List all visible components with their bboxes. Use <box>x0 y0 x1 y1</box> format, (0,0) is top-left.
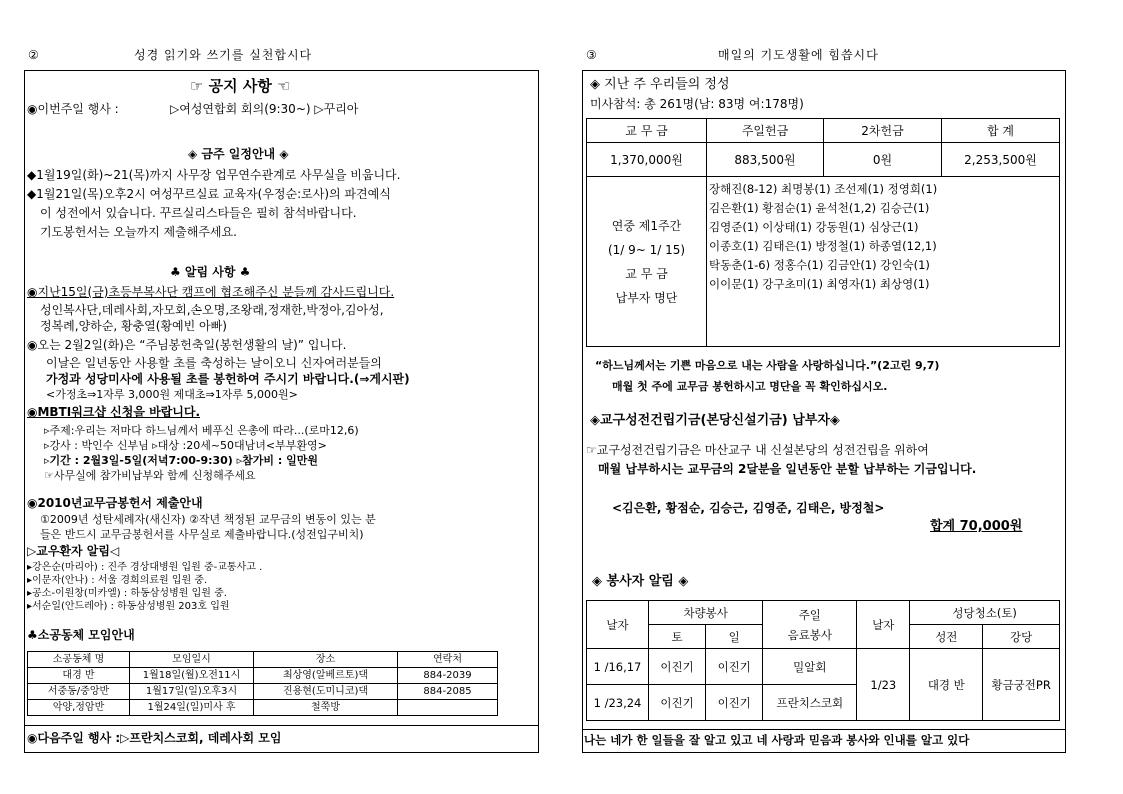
community-cell: 악양,정암반 <box>28 700 130 716</box>
schedule-line: 기도봉헌서는 오늘까지 제출해주세요. <box>40 225 237 239</box>
patient-item: ▸공소-이원창(미카엘) : 하동삼성병원 입원 중. <box>27 588 227 599</box>
schedule-line: ◆1월21일(목)오후2시 여성꾸르실료 교육자(우정순:로사)의 파견예식 <box>27 187 391 201</box>
quote: “하느님께서는 기쁜 마음으로 내는 사람을 사랑하십니다.”(2고린 9,7) <box>595 359 940 372</box>
vol-header: 강당 <box>983 625 1060 649</box>
offering-value: 883,500원 <box>707 143 824 177</box>
payers-list-line: 김영준(1) 이상태(1) 강동원(1) 심상근(1) <box>709 220 919 234</box>
offering-value: 0원 <box>824 143 942 177</box>
vol-cell: 밀알회 <box>763 649 857 685</box>
vol-header: 성당청소(토) <box>910 601 1060 625</box>
payers-label: 교 무 금 <box>625 266 668 281</box>
divider <box>24 725 539 726</box>
volunteer-table <box>586 600 1060 721</box>
mbti-text: ▹주제:우리는 저마다 하느님께서 베푸신 은총에 따라...(로마12,6) <box>44 424 359 437</box>
community-cell: 철쭉방 <box>254 700 398 716</box>
right-page-number: ③ <box>586 48 597 62</box>
schedule-line: ◆1월19일(화)~21(목)까지 사무장 업무연수관계로 사무실을 비웁니다. <box>27 168 401 182</box>
left-header: 성경 읽기와 쓰기를 실천합시다 <box>134 48 313 62</box>
vol-header: 토 <box>649 625 706 649</box>
vol-header: 일 <box>706 625 763 649</box>
offering-value: 2,253,500원 <box>942 143 1060 177</box>
payers-list-line: 장해진(8-12) 최명봉(1) 조선제(1) 정영희(1) <box>709 182 938 196</box>
candle-text: 이날은 일년동안 사용할 초를 축성하는 날이오니 신자여러분들의 <box>46 356 382 370</box>
vol-cell: 이진기 <box>706 649 763 685</box>
fund-description: 매월 납부하시는 교무금의 2달분을 일년동안 분할 납부하는 기금입니다. <box>598 462 977 476</box>
this-week-events: ▷여성연합회 회의(9:30~) ▷꾸리아 <box>170 102 359 116</box>
table-row <box>28 668 498 684</box>
devotion-title: ◈ 지난 주 우리들의 정성 <box>590 77 730 92</box>
community-header: 모임일시 <box>130 652 254 668</box>
quote-reminder: 매월 첫 주에 교무금 봉헌하시고 명단을 꼭 확인하십시오. <box>612 380 888 393</box>
community-cell: 884-2039 <box>398 668 498 684</box>
next-week-events: ◉다음주일 행사 :▷프란치스코회, 데레사회 모임 <box>27 731 282 745</box>
vol-cell: 이진기 <box>649 649 706 685</box>
community-cell <box>398 700 498 716</box>
mass-attendance: 미사참석: 총 261명(남: 83명 여:178명) <box>590 97 804 111</box>
vol-header: 주일 <box>798 607 821 622</box>
payers-list-line: 이종호(1) 김태은(1) 방정철(1) 하종열(12,1) <box>709 239 937 253</box>
vol-cell: 대경 반 <box>910 649 983 721</box>
mbti-text: ▹기간 : 2월3일-5일(저녁7:00-9:30) ▹참가비 : 일만원 <box>44 454 318 467</box>
community-cell: 대경 반 <box>28 668 130 684</box>
candle-line: ◉오는 2월2일(화)은 “주님봉헌축일(봉헌생활의 날)” 입니다. <box>27 338 347 352</box>
patient-item: ▸서순일(안드레아) : 하동삼성병원 203호 입원 <box>27 601 230 612</box>
mbti-text: ▹강사 : 박인수 신부님 ▹대상 :20세~50대남녀<부부환영> <box>44 439 327 452</box>
community-table <box>27 651 498 716</box>
news-title: ♣ 알림 사항 ♣ <box>170 265 251 279</box>
thanks-names: 정복례,양하순, 황충열(황예빈 아빠) <box>40 319 227 333</box>
community-title: ♣소공동체 모임안내 <box>27 628 135 642</box>
schedule-title: ◈ 금주 일정안내 ◈ <box>188 147 289 161</box>
fund-description: ☞교구성전건립기금은 마산교구 내 신설본당의 성전건립을 위하여 <box>586 443 929 457</box>
thanks-line: ◉지난15일(금)초등부복사단 캠프에 협조해주신 분들께 감사드립니다. <box>27 285 395 299</box>
community-cell: 서중동/중앙반 <box>28 684 130 700</box>
payers-list-line: 김은환(1) 황점순(1) 윤석천(1,2) 김승근(1) <box>709 201 930 215</box>
mbti-line: ◉MBTI워크샵 신청을 바랍니다. <box>27 405 201 419</box>
schedule-line: 이 성전에서 있습니다. 꾸르실리스타들은 필히 참석바랍니다. <box>40 206 357 220</box>
vol-header: 성전 <box>910 625 983 649</box>
payers-list-line: 이이문(1) 강구초미(1) 최영자(1) 최상영(1) <box>709 277 930 291</box>
this-week-label: ◉이번주일 행사 : <box>27 102 119 116</box>
vol-header: 날자 <box>587 601 649 649</box>
patient-item: ▸이문자(안나) : 서울 경희의료원 입원 중. <box>27 575 208 586</box>
offering-header: 2차헌금 <box>824 119 942 143</box>
vol-header: 차량봉사 <box>649 601 763 625</box>
left-page-number: ② <box>28 48 39 62</box>
divider <box>582 729 1066 730</box>
vol-cell: 이진기 <box>706 685 763 721</box>
payers-label: 연중 제1주간 <box>611 218 682 233</box>
notice-title: ☞ 공지 사항 ☜ <box>190 77 291 95</box>
offering-title: ◉2010년교무금봉헌서 제출안내 <box>27 496 203 510</box>
community-cell: 1월24일(일)미사 후 <box>130 700 254 716</box>
offering-table <box>586 118 1060 347</box>
vol-cell: 1 /16,17 <box>587 649 649 685</box>
offering-value: 1,370,000원 <box>587 143 707 177</box>
fund-total: 합계 70,000원 <box>930 519 1023 534</box>
payers-list-line: 탁동춘(1-6) 정홍수(1) 김금안(1) 강인숙(1) <box>709 258 930 272</box>
right-header: 매일의 기도생활에 힘씁시다 <box>718 48 879 62</box>
offering-header: 주일헌금 <box>707 119 824 143</box>
table-row <box>28 700 498 716</box>
footer-verse: 나는 네가 한 일들을 잘 알고 있고 네 사랑과 믿음과 봉사와 인내를 알고 있다 <box>584 733 970 747</box>
offering-header: 합 계 <box>942 119 1060 143</box>
community-cell: 진용현(도미니코)댁 <box>254 684 398 700</box>
community-header: 장소 <box>254 652 398 668</box>
community-header: 연락처 <box>398 652 498 668</box>
patient-item: ▸강은순(마리아) : 진주 경상대병원 입원 중-교통사고 . <box>27 562 263 573</box>
candle-prices: <가정초⇒1자루 3,000원 제대초⇒1자루 5,000원> <box>46 388 298 401</box>
thanks-names: 성인복사단,데레사회,자모회,손오명,조왕래,정재한,박정아,김아성, <box>40 303 384 317</box>
payers-label: (1/ 9~ 1/ 15) <box>607 242 686 257</box>
vol-header: 음료봉사 <box>787 627 833 642</box>
vol-cell: 1 /23,24 <box>587 685 649 721</box>
candle-text: 가정과 성당미사에 사용될 초를 봉헌하여 주시기 바랍니다.(⇒게시판) <box>46 372 410 386</box>
volunteer-title: ◈ 봉사자 알림 ◈ <box>592 574 689 589</box>
table-row <box>587 649 1060 685</box>
offering-text: 들은 반드시 교무금봉헌서를 사무실로 제출바랍니다.(성전입구비치) <box>40 528 364 541</box>
payers-label: 납부자 명단 <box>615 290 678 305</box>
fund-title: ◈교구성전건립기금(본당신설기금) 납부자◈ <box>590 413 840 428</box>
vol-cell: 황금궁전PR <box>983 649 1060 721</box>
mbti-text: ☞사무실에 참가비납부와 함께 신청해주세요 <box>44 469 256 482</box>
community-cell: 884-2085 <box>398 684 498 700</box>
table-row <box>28 684 498 700</box>
community-header: 소공동체 명 <box>28 652 130 668</box>
vol-cell: 이진기 <box>649 685 706 721</box>
community-cell: 1월18일(월)오전11시 <box>130 668 254 684</box>
offering-text: ①2009년 성탄세례자(새신자) ②작년 책정된 교무금의 변동이 있는 분 <box>40 513 376 526</box>
vol-cell: 프란치스코회 <box>763 685 857 721</box>
fund-names: <김은환, 황점순, 김승근, 김영준, 김태은, 방정철> <box>612 501 885 515</box>
community-cell: 최상영(알베르토)댁 <box>254 668 398 684</box>
vol-cell: 1/23 <box>857 649 910 721</box>
offering-header: 교 무 금 <box>587 119 707 143</box>
community-cell: 1월17일(일)오후3시 <box>130 684 254 700</box>
patients-title: ▷교우환자 알림◁ <box>27 544 120 558</box>
vol-header: 날자 <box>857 601 910 649</box>
